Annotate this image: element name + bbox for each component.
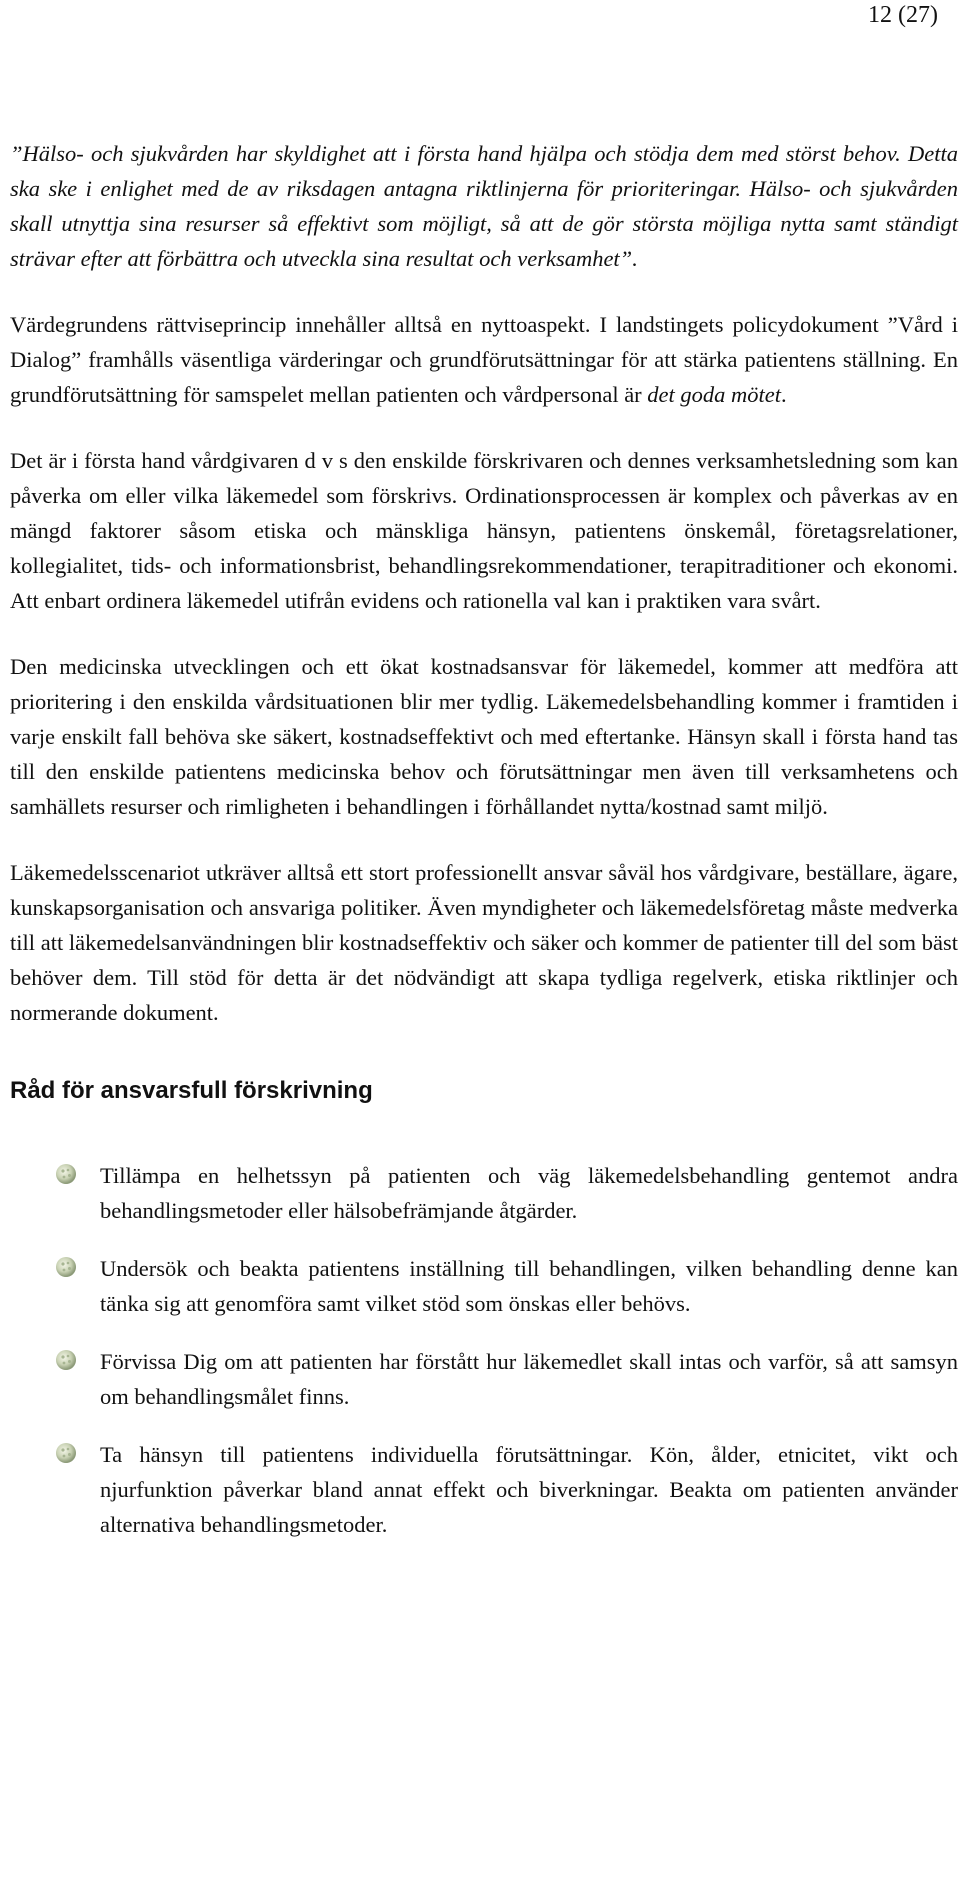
- paragraph-values-text: Värdegrundens rättviseprincip innehåller alltså en nyttoaspekt. I landstingets policydokument ”Vård i Dialog” framhålls väsentliga värderingar och grundförutsättningar för att stärka patientens ställning. En grundförutsättning för samspelet mellan patienten och vårdpersonal är: [10, 312, 958, 407]
- advice-list: [10, 1158, 958, 1542]
- advice-item-text: Undersök och beakta patientens inställning till behandlingen, vilken behandling denne kan tänka sig att genomföra samt vilket stöd som önskas eller behövs.: [100, 1256, 958, 1316]
- section-heading: Råd för ansvarsfull förskrivning: [10, 1077, 373, 1104]
- list-item: [10, 1158, 958, 1228]
- paragraph-scenario: Läkemedelsscenariot utkräver alltså ett stort professionellt ansvar såväl hos vårdgivare, beställare, ägare, kunskapsorganisation och ansvariga politiker. Även myndigheter och läkemedelsföretag måste medverka till att läkemedelsanvändningen blir kostnadseffektiv och säker och kommer de patienter till del som bäst behöver dem. Till stöd för detta är det nödvändigt att skapa tydliga regelverk, etiska riktlinjer och normerande dokument.: [10, 860, 958, 1025]
- ball-bullet-icon: [54, 1255, 78, 1279]
- list-item: [10, 1344, 958, 1414]
- advice-item-text: Förvissa Dig om att patienten har förstått hur läkemedlet skall intas och varför, så att samsyn om behandlingsmålet finns.: [100, 1349, 958, 1409]
- document-body: [10, 136, 958, 1565]
- list-item: [10, 1251, 958, 1321]
- advice-item-text: Ta hänsyn till patientens individuella förutsättningar. Kön, ålder, etnicitet, vikt och njurfunktion påverkar bland annat effekt och biverkningar. Beakta om patienten använder alternativa behandlingsmetoder.: [100, 1442, 958, 1537]
- paragraph-values-end: .: [781, 382, 787, 407]
- paragraph-prescriber: Det är i första hand vårdgivaren d v s den enskilde förskrivaren och dennes verksamhetsledning som kan påverka om eller vilka läkemedel som förskrivs. Ordinationsprocessen är komplex och påverkas av en mängd faktorer såsom etiska och mänskliga hänsyn, patientens önskemål, företagsrelationer, kollegialitet, tids- och informationsbrist, behandlingsrekommendationer, terapitraditioner och ekonomi. Att enbart ordinera läkemedel utifrån evidens och rationella val kan i praktiken vara svårt.: [10, 448, 958, 613]
- list-item: [10, 1437, 958, 1542]
- quote-paragraph: ”Hälso- och sjukvården har skyldighet att i första hand hjälpa och stödja dem med störst behov. Detta ska ske i enlighet med de av riksdagen antagna riktlinjerna för prioriteringar. Hälso- och sjukvården skall utnyttja sina resurser så effektivt som möjligt, så att de gör största möjliga nytta samt ständigt strävar efter att förbättra och utveckla sina resultat och verksamhet”.: [10, 141, 958, 271]
- ball-bullet-icon: [54, 1162, 78, 1186]
- advice-item-text: Tillämpa en helhetssyn på patienten och väg läkemedelsbehandling gentemot andra behandlingsmetoder eller hälsobefrämjande åtgärder.: [100, 1163, 958, 1223]
- ball-bullet-icon: [54, 1348, 78, 1372]
- paragraph-values: [10, 307, 958, 412]
- page-number: 12 (27): [868, 2, 938, 28]
- ball-bullet-icon: [54, 1441, 78, 1465]
- paragraph-development: Den medicinska utvecklingen och ett ökat kostnadsansvar för läkemedel, kommer att medföra att prioritering i den enskilda vårdsituationen blir mer tydlig. Läkemedelsbehandling kommer i framtiden i varje enskilt fall behöva ske säkert, kostnadseffektivt och med eftertanke. Hänsyn skall i första hand tas till den enskilde patientens medicinska behov och förutsättningar men även till verksamhetens och samhällets resurser och rimligheten i behandlingen i förhållandet nytta/kostnad samt miljö.: [10, 654, 958, 819]
- emphasis-good-meeting: det goda mötet: [647, 382, 782, 407]
